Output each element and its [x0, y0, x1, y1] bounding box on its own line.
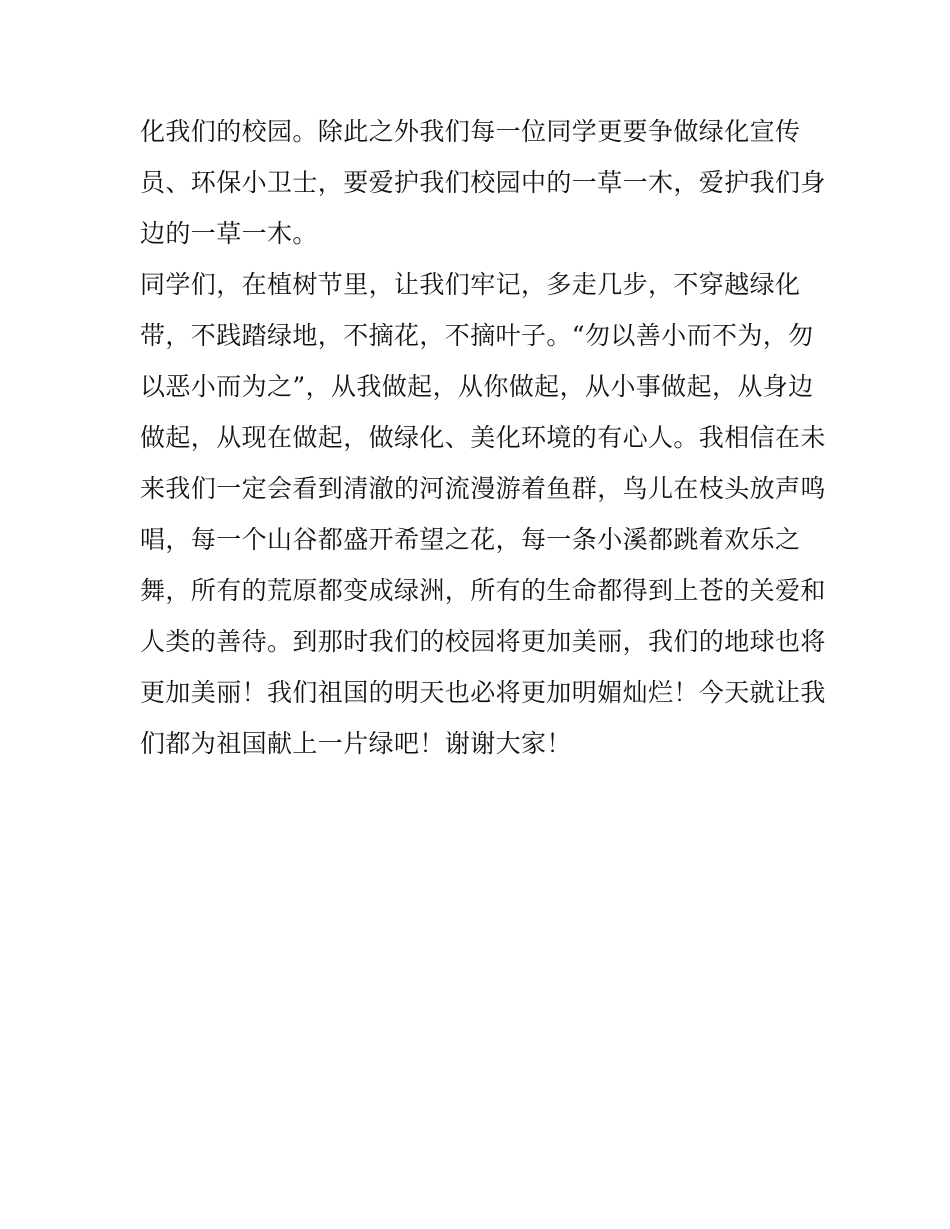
- text-line: 舞，所有的荒原都变成绿洲，所有的生命都得到上苍的关爱和: [140, 576, 826, 605]
- text-line: 员、环保小卫士，要爱护我们校园中的一草一木，爱护我们身: [140, 168, 826, 197]
- text-line: 同学们，在植树节里，让我们牢记，多走几步，不穿越绿化: [140, 270, 801, 299]
- text-line: 来我们一定会看到清澈的河流漫游着鱼群，鸟儿在枝头放声鸣: [140, 474, 826, 503]
- text-line: 带，不践踏绿地，不摘花，不摘叶子。“勿以善小而不为，勿: [140, 321, 814, 350]
- text-line: 以恶小而为之”，从我做起，从你做起，从小事做起，从身边: [140, 372, 814, 401]
- document-body: [140, 106, 826, 769]
- text-line: 做起，从现在做起，做绿化、美化环境的有心人。我相信在未: [140, 423, 826, 452]
- text-line: 更加美丽！我们祖国的明天也必将更加明媚灿烂！今天就让我: [140, 678, 826, 707]
- text-line: 边的一草一木。: [140, 219, 318, 248]
- text-line: 人类的善待。到那时我们的校园将更加美丽，我们的地球也将: [140, 627, 826, 656]
- text-line: 唱，每一个山谷都盛开希望之花，每一条小溪都跳着欢乐之: [140, 525, 801, 554]
- text-line: 们都为祖国献上一片绿吧！谢谢大家！: [140, 729, 572, 758]
- text-line: 化我们的校园。除此之外我们每一位同学更要争做绿化宣传: [140, 117, 801, 146]
